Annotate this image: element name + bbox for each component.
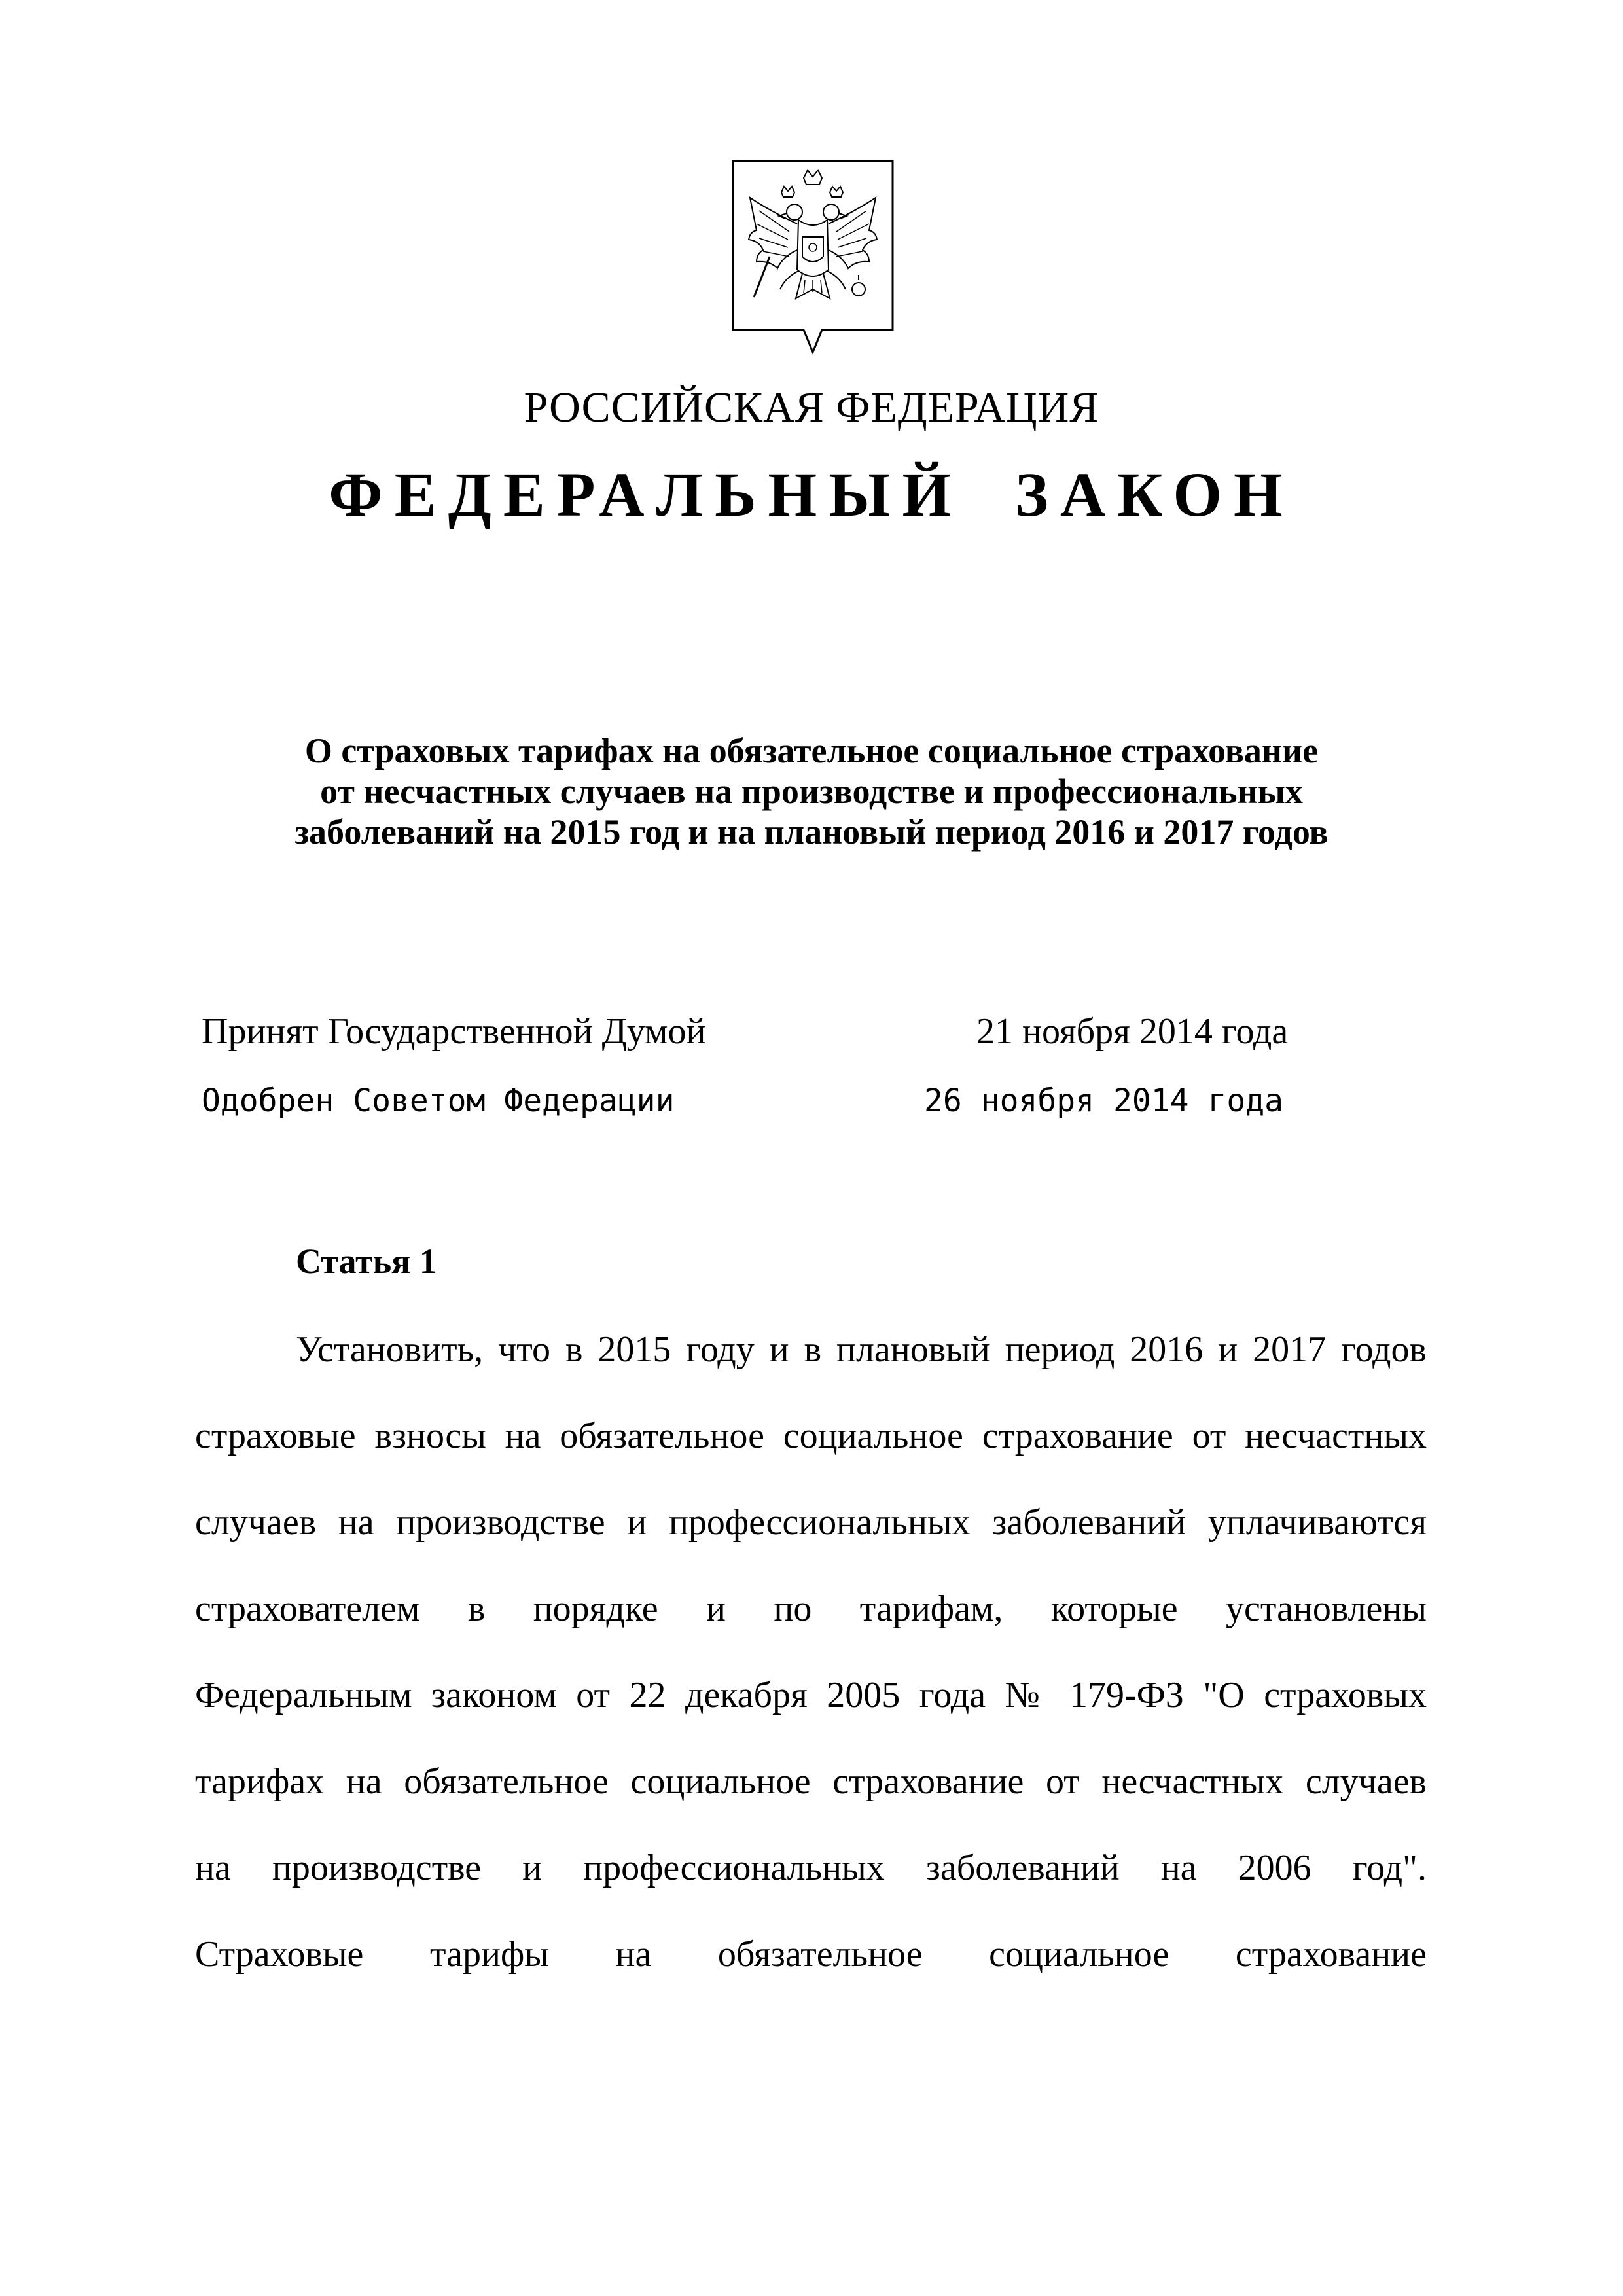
adoption-date: 21 ноября 2014 года	[976, 1011, 1289, 1052]
article-text-line: на производстве и профессиональных заболеваний на 2006 год".	[195, 1848, 1427, 1888]
document-type-word-1: ФЕДЕРАЛЬНЫЙ	[329, 459, 963, 529]
article-heading: Статья 1	[296, 1242, 437, 1281]
article-text-line: случаев на производстве и профессиональных заболеваний уплачиваются	[195, 1502, 1427, 1543]
law-title	[0, 730, 1623, 852]
adoption-federation-council	[202, 1083, 1301, 1119]
article-text-line: тарифах на обязательное социальное страхование от несчастных случаев	[195, 1761, 1427, 1802]
article-text-line: страхователем в порядке и по тарифам, которые установлены	[195, 1588, 1427, 1629]
adoption-label: Одобрен Советом Федерации	[202, 1083, 675, 1119]
article-text-line: Страховые тарифы на обязательное социальное страхование	[195, 1934, 1427, 1975]
adoption-date: 26 ноября 2014 года	[924, 1083, 1284, 1119]
article-text-line: страховые взносы на обязательное социальное страхование от несчастных	[195, 1416, 1427, 1456]
double-headed-eagle-icon	[730, 158, 895, 356]
law-title-line: О страховых тарифах на обязательное социальное страхование	[304, 731, 1319, 770]
adoption-state-duma	[202, 1011, 1301, 1052]
article-text-line: Установить, что в 2015 году и в плановый период 2016 и 2017 годов	[296, 1329, 1427, 1370]
document-type-heading	[0, 458, 1623, 531]
article-text-line: Федеральным законом от 22 декабря 2005 года № 179-ФЗ "О страховых	[195, 1675, 1427, 1715]
adoption-label: Принят Государственной Думой	[202, 1011, 706, 1052]
country-name: РОССИЙСКАЯ ФЕДЕРАЦИЯ	[524, 384, 1099, 431]
law-title-line: заболеваний на 2015 год и на плановый период 2016 и 2017 годов	[294, 812, 1329, 852]
law-title-line: от несчастных случаев на производстве и профессиональных	[320, 772, 1303, 811]
document-type-word-2: ЗАКОН	[1015, 459, 1294, 529]
coat-of-arms-emblem	[730, 158, 895, 356]
